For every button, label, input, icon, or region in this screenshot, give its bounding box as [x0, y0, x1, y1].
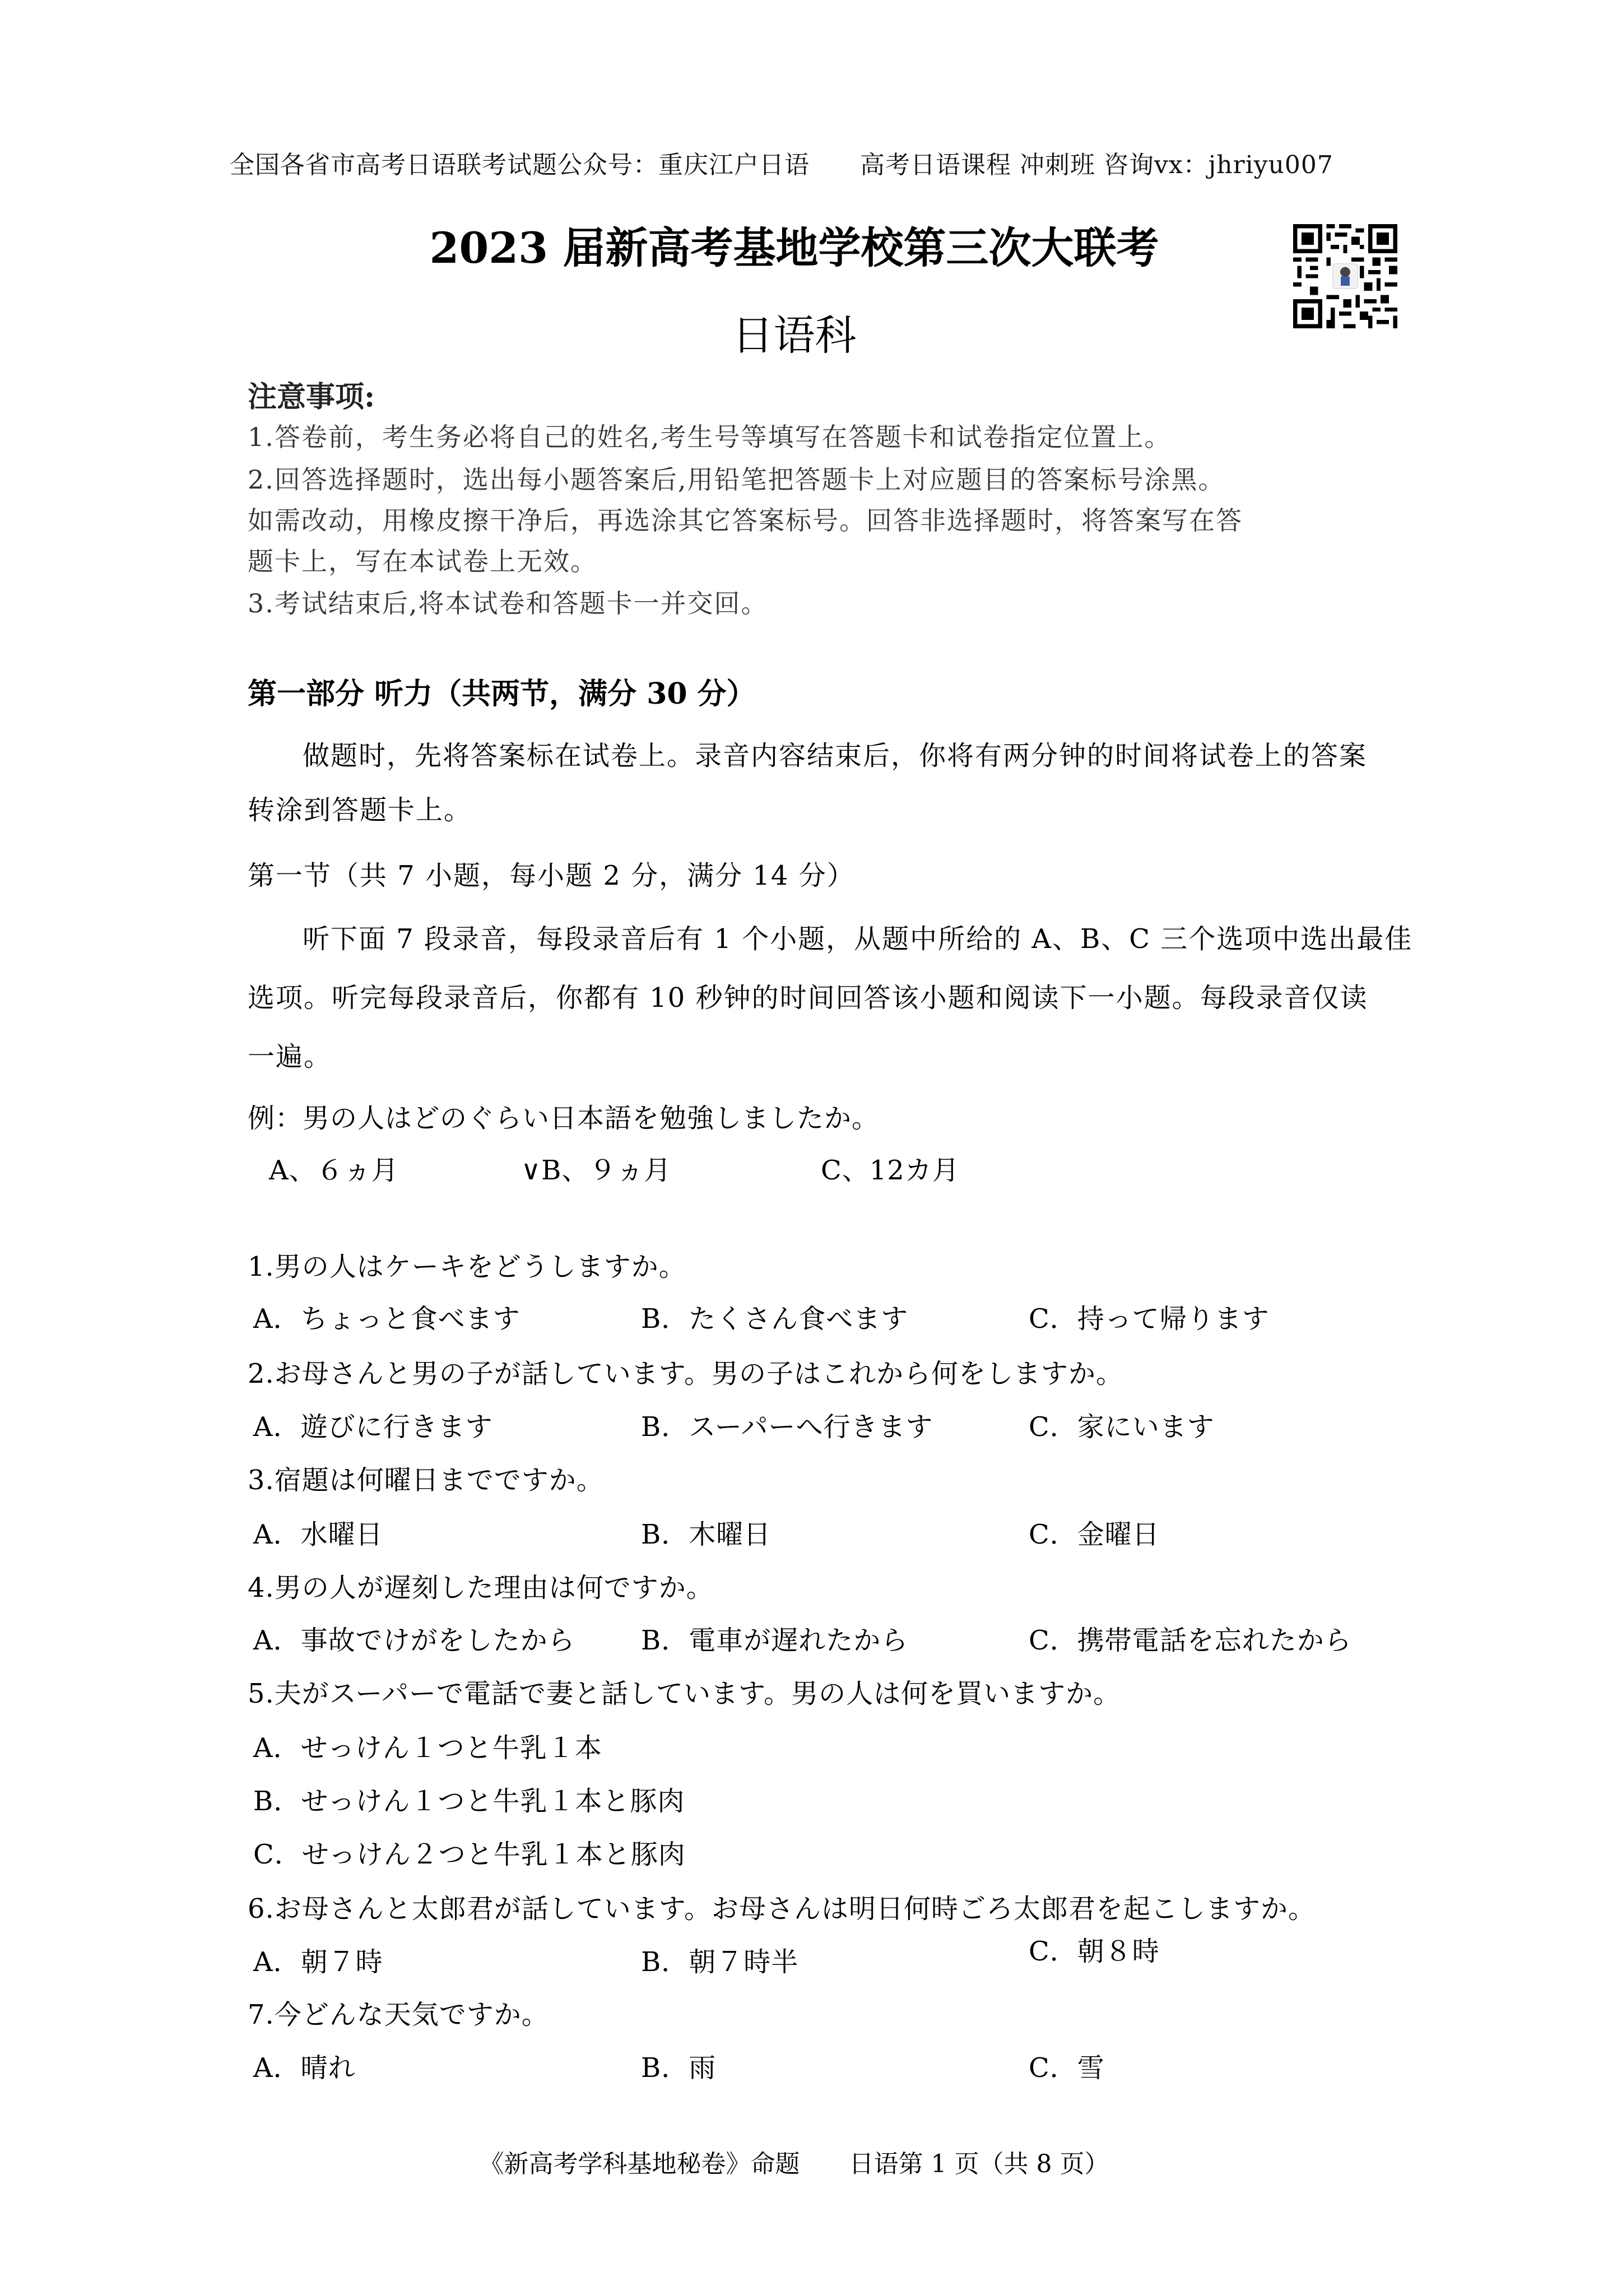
section1-instruction: 一遍。 [248, 1041, 332, 1072]
question-5: 5.夫がスーパーで電話で妻と話しています。男の人は何を買いますか。 [248, 1678, 1121, 1709]
q7-option-b[interactable]: B．雨 [641, 2052, 717, 2084]
note-line: 1.答卷前，考生务必将自己的姓名,考生号等填写在答题卡和试卷指定位置上。 [248, 422, 1172, 452]
qr-code-icon [1293, 224, 1397, 328]
note-line: 如需改动，用橡皮擦干净后，再选涂其它答案标号。回答非选择题时，将答案写在答 [248, 505, 1243, 536]
q6-option-a[interactable]: A．朝７時 [253, 1946, 383, 1978]
notes-heading: 注意事项: [248, 380, 375, 414]
q3-option-b[interactable]: B．木曜日 [641, 1519, 772, 1550]
q4-option-b[interactable]: B．電車が遅れたから [641, 1625, 909, 1656]
part1-heading: 第一部分 听力（共两节，满分 30 分） [248, 677, 756, 711]
q1-option-a[interactable]: A．ちょっと食べます [253, 1303, 520, 1335]
q6-option-c[interactable]: C．朝８時 [1029, 1936, 1160, 1967]
q1-option-c[interactable]: C．持って帰ります [1029, 1303, 1270, 1335]
example-option-b: ∨B、９ヵ月 [521, 1155, 672, 1186]
note-line: 题卡上，写在本试卷上无效。 [248, 546, 597, 577]
q6-option-b[interactable]: B．朝７時半 [641, 1946, 799, 1978]
q3-option-a[interactable]: A．水曜日 [253, 1519, 383, 1550]
question-6: 6.お母さんと太郎君が話しています。お母さんは明日何時ごろ太郎君を起こしますか。 [248, 1893, 1316, 1925]
question-4: 4.男の人が遅刻した理由は何ですか。 [248, 1572, 714, 1604]
q3-option-c[interactable]: C．金曜日 [1029, 1519, 1160, 1550]
question-3: 3.宿題は何曜日までですか。 [248, 1465, 604, 1496]
note-line: 3.考试结束后,将本试卷和答题卡一并交回。 [248, 588, 768, 619]
part1-intro-line: 做题时，先将答案标在试卷上。录音内容结束后，你将有两分钟的时间将试卷上的答案 [303, 740, 1368, 771]
q2-option-c[interactable]: C．家にいます [1029, 1411, 1215, 1443]
question-1: 1.男の人はケーキをどうしますか。 [248, 1251, 686, 1282]
q5-option-a[interactable]: A．せっけん１つと牛乳１本 [253, 1732, 602, 1764]
q4-option-c[interactable]: C．携帯電話を忘れたから [1029, 1625, 1352, 1656]
note-line: 2.回答选择题时，选出每小题答案后,用铅笔把答题卡上对应题目的答案标号涂黑。 [248, 464, 1225, 495]
q4-option-a[interactable]: A．事故でけがをしたから [253, 1625, 575, 1656]
q5-option-c[interactable]: C．せっけん２つと牛乳１本と豚肉 [253, 1839, 686, 1870]
q7-option-a[interactable]: A．晴れ [253, 2052, 356, 2084]
question-7: 7.今どんな天気ですか。 [248, 1999, 549, 2030]
q2-option-b[interactable]: B．スーパーへ行きます [641, 1411, 933, 1443]
example-question: 例：男の人はどのぐらい日本語を勉強しましたか。 [248, 1103, 880, 1134]
q1-option-b[interactable]: B．たくさん食べます [641, 1303, 909, 1335]
exam-subject: 日语科 [732, 312, 857, 360]
q7-option-c[interactable]: C．雪 [1029, 2052, 1105, 2084]
exam-title: 2023 届新高考基地学校第三次大联考 [429, 223, 1159, 273]
page-footer: 《新高考学科基地秘卷》命题 日语第 1 页（共 8 页） [479, 2150, 1109, 2178]
question-2: 2.お母さんと男の子が話しています。男の子はこれから何をしますか。 [248, 1358, 1123, 1389]
example-option-c: C、12カ月 [821, 1155, 960, 1186]
promo-header-line: 全国各省市高考日语联考试题公众号：重庆江户日语 高考日语课程 冲刺班 咨询vx：jhriyu007 [230, 151, 1333, 179]
section1-instruction: 听下面 7 段录音，每段录音后有 1 个小题，从题中所给的 A、B、C 三个选项中选出最佳 [303, 923, 1413, 955]
q5-option-b[interactable]: B．せっけん１つと牛乳１本と豚肉 [253, 1786, 685, 1817]
part1-intro-line: 转涂到答题卡上。 [248, 794, 472, 826]
q2-option-a[interactable]: A．遊びに行きます [253, 1411, 493, 1443]
section1-instruction: 选项。听完每段录音后，你都有 10 秒钟的时间回答该小题和阅读下一小题。每段录音仅读 [248, 982, 1368, 1014]
section1-heading: 第一节（共 7 小题，每小题 2 分，满分 14 分） [248, 860, 855, 891]
example-option-a: A、６ヵ月 [269, 1155, 399, 1186]
